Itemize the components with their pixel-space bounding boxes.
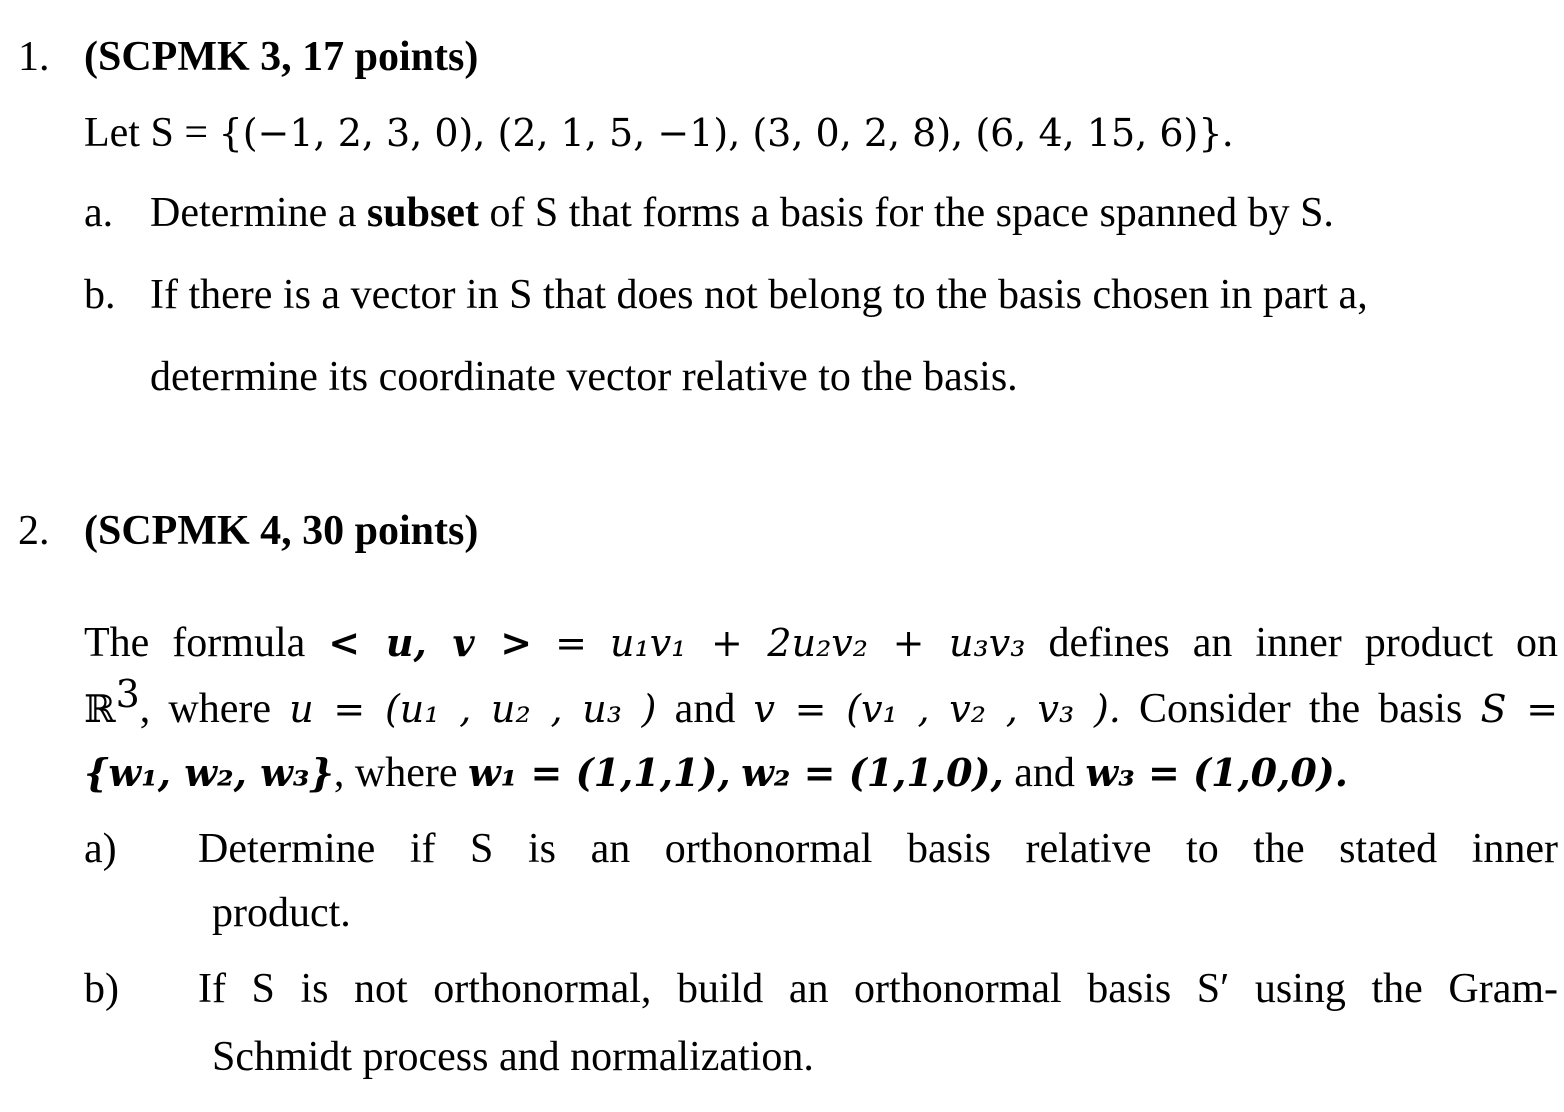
q2-the-formula: The formula bbox=[84, 620, 306, 666]
q2-consider: Consider the basis bbox=[1139, 686, 1463, 732]
q2-paragraph-line1 bbox=[84, 622, 1558, 664]
q1-number: 1. bbox=[18, 34, 50, 80]
q2-paragraph-line2 bbox=[84, 672, 1559, 732]
q2-real-space: ℝ bbox=[84, 687, 116, 731]
q2-inner-product: < u, v > bbox=[328, 620, 533, 665]
q1-intro-prefix: Let S = bbox=[84, 110, 219, 156]
q2-equals: = bbox=[555, 621, 587, 665]
q2-a-line2: product. bbox=[212, 890, 351, 936]
q1-set-expression: {(−1, 2, 3, 0), (2, 1, 5, −1), (3, 0, 2, 8), (6, 4, 15, 6)} bbox=[218, 111, 1223, 155]
q2-w1: w₁ = (1,1,1), bbox=[467, 750, 731, 795]
q1-a-text-after: of S that forms a basis for the space spanned by S. bbox=[478, 190, 1334, 236]
q2-basis-set: {w₁, w₂, w₃} bbox=[84, 750, 334, 795]
q2-number: 2. bbox=[18, 508, 50, 554]
q2-a-line1: Determine if S is an orthonormal basis relative to the stated inner bbox=[198, 826, 1558, 872]
q2-paragraph-line3 bbox=[84, 752, 1348, 794]
q2-basis-S: S = bbox=[1480, 687, 1559, 731]
q1-intro-suffix: . bbox=[1222, 110, 1234, 156]
q1-b-label: b. bbox=[84, 272, 116, 318]
q1-b-line1: If there is a vector in S that does not belong to the basis chosen in part a, bbox=[150, 272, 1368, 318]
q1-a-text-before: Determine a bbox=[150, 190, 367, 236]
q1-intro bbox=[84, 112, 1233, 154]
q2-header: (SCPMK 4, 30 points) bbox=[84, 508, 479, 554]
q1-a-bold-word: subset bbox=[366, 190, 479, 236]
q2-v-definition: v = (v₁ , v₂ , v₃ ). bbox=[753, 687, 1121, 731]
q1-header: (SCPMK 3, 17 points) bbox=[84, 34, 479, 80]
q2-real-space-exponent: 3 bbox=[115, 672, 140, 716]
q2-formula-rhs: u₁v₁ + 2u₂v₂ + u₃v₃ bbox=[610, 621, 1026, 665]
q2-defines: defines an inner product on bbox=[1048, 620, 1559, 666]
q2-u-definition: u = (u₁ , u₂ , u₃ ) bbox=[289, 687, 657, 731]
q2-and-2: and bbox=[1014, 750, 1075, 796]
q1-b-line2: determine its coordinate vector relative to the basis. bbox=[150, 354, 1018, 400]
q2-b-line2: Schmidt process and normalization. bbox=[212, 1034, 814, 1080]
q1-a-label: a. bbox=[84, 190, 114, 236]
q2-w3: w₃ = (1,0,0). bbox=[1085, 750, 1348, 795]
q2-b-label: b) bbox=[84, 966, 119, 1012]
q2-where: , where bbox=[139, 686, 272, 732]
q2-b-line1: If S is not orthonormal, build an orthonormal basis S′ using the Gram- bbox=[198, 966, 1558, 1012]
q2-and: and bbox=[674, 686, 736, 732]
q1-a-text bbox=[150, 192, 1334, 234]
q2-where-2: , where bbox=[333, 750, 458, 796]
q2-a-label: a) bbox=[84, 826, 117, 872]
q2-w2: w₂ = (1,1,0), bbox=[741, 750, 1004, 795]
